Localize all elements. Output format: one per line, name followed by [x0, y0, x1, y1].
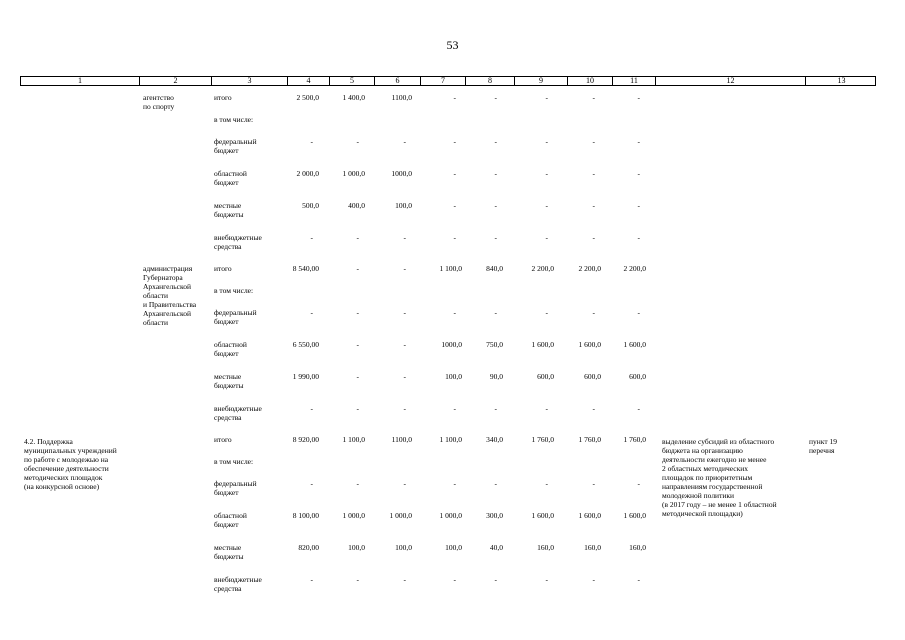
- value-col-6: -: [403, 575, 406, 584]
- value-col-7: -: [453, 233, 456, 242]
- value-col-7: -: [453, 308, 456, 317]
- value-col-8: -: [494, 575, 497, 584]
- value-col-8: -: [494, 404, 497, 413]
- value-col-6: 1100,0: [391, 93, 412, 102]
- value-col-5: 1 400,0: [342, 93, 365, 102]
- value-col-10: 2 200,0: [578, 264, 601, 273]
- value-col-4: 8 540,00: [292, 264, 319, 273]
- value-col-10: -: [592, 308, 595, 317]
- value-col-8: 750,0: [486, 340, 503, 349]
- column-header-6: 6: [375, 77, 421, 85]
- value-col-8: -: [494, 201, 497, 210]
- row-label: местные бюджеты: [214, 372, 244, 390]
- value-col-9: -: [545, 404, 548, 413]
- row-label: областной бюджет: [214, 169, 247, 187]
- value-col-5: -: [356, 137, 359, 146]
- column-header-12: 12: [656, 77, 806, 85]
- value-col-6: 1100,0: [391, 435, 412, 444]
- value-col-7: -: [453, 201, 456, 210]
- value-col-10: 1 760,0: [578, 435, 601, 444]
- value-col-10: -: [592, 201, 595, 210]
- value-col-8: -: [494, 93, 497, 102]
- value-col-9: 160,0: [537, 543, 554, 552]
- column-header-10: 10: [568, 77, 613, 85]
- value-col-4: 500,0: [302, 201, 319, 210]
- value-col-7: 100,0: [445, 543, 462, 552]
- value-col-11: -: [637, 233, 640, 242]
- column-header-13: 13: [837, 76, 846, 85]
- value-col-4: 6 550,00: [292, 340, 319, 349]
- value-col-4: -: [310, 308, 313, 317]
- value-col-4: -: [310, 404, 313, 413]
- value-col-7: -: [453, 137, 456, 146]
- row-label: областной бюджет: [214, 340, 247, 358]
- value-col-10: -: [592, 479, 595, 488]
- row-label: в том числе:: [214, 457, 254, 466]
- value-col-5: -: [356, 264, 359, 273]
- row-label: итого: [214, 435, 232, 444]
- column-header-2: 2: [140, 77, 212, 85]
- value-col-9: -: [545, 479, 548, 488]
- value-col-6: -: [403, 233, 406, 242]
- row-label: внебюджетные средства: [214, 233, 262, 251]
- value-col-8: -: [494, 308, 497, 317]
- value-col-6: -: [403, 479, 406, 488]
- value-col-10: -: [592, 169, 595, 178]
- column-header-11: 11: [613, 77, 656, 85]
- value-col-9: -: [545, 93, 548, 102]
- value-col-6: -: [403, 340, 406, 349]
- value-col-5: -: [356, 308, 359, 317]
- row-label: итого: [214, 264, 232, 273]
- column-header-1: 1: [21, 77, 140, 85]
- value-col-7: 1 100,0: [439, 264, 462, 273]
- value-col-4: 8 920,00: [292, 435, 319, 444]
- page-number: 53: [446, 38, 459, 52]
- executor-name: администрация Губернатора Архангельской области и Правительства Архангельской области: [143, 264, 197, 327]
- value-col-6: 1 000,0: [389, 511, 412, 520]
- value-col-9: 600,0: [537, 372, 554, 381]
- value-col-6: 1000,0: [391, 169, 412, 178]
- value-col-10: -: [592, 93, 595, 102]
- value-col-8: -: [494, 233, 497, 242]
- value-col-5: -: [356, 340, 359, 349]
- value-col-4: -: [310, 233, 313, 242]
- value-col-6: -: [403, 137, 406, 146]
- value-col-11: 600,0: [629, 372, 646, 381]
- value-col-10: -: [592, 137, 595, 146]
- value-col-10: 600,0: [584, 372, 601, 381]
- value-col-5: 1 100,0: [342, 435, 365, 444]
- item-description: 4.2. Поддержка муниципальных учреждений по работе с молодежью на обеспечение деятельности методических площадок (на конкурсной основе): [24, 437, 117, 491]
- value-col-11: -: [637, 404, 640, 413]
- value-col-9: -: [545, 201, 548, 210]
- value-col-11: 1 600,0: [623, 340, 646, 349]
- value-col-11: 2 200,0: [623, 264, 646, 273]
- row-label: местные бюджеты: [214, 543, 244, 561]
- value-col-7: 1 000,0: [439, 511, 462, 520]
- value-col-10: -: [592, 233, 595, 242]
- column-header-9: 9: [515, 77, 568, 85]
- value-col-11: 1 600,0: [623, 511, 646, 520]
- value-col-11: -: [637, 169, 640, 178]
- value-col-5: -: [356, 372, 359, 381]
- value-col-4: 2 000,0: [296, 169, 319, 178]
- value-col-10: 1 600,0: [578, 340, 601, 349]
- value-col-7: -: [453, 169, 456, 178]
- value-col-11: -: [637, 201, 640, 210]
- value-col-8: -: [494, 169, 497, 178]
- value-col-9: 1 760,0: [531, 435, 554, 444]
- value-col-9: -: [545, 308, 548, 317]
- executor-name: агентство по спорту: [143, 93, 175, 111]
- column-header-8: 8: [466, 77, 515, 85]
- value-col-8: 340,0: [486, 435, 503, 444]
- value-col-7: 100,0: [445, 372, 462, 381]
- value-col-8: 90,0: [489, 372, 503, 381]
- value-col-4: 8 100,00: [292, 511, 319, 520]
- value-col-6: -: [403, 372, 406, 381]
- value-col-6: 100,0: [395, 201, 412, 210]
- value-col-8: 40,0: [489, 543, 503, 552]
- value-col-11: 160,0: [629, 543, 646, 552]
- value-col-9: 2 200,0: [531, 264, 554, 273]
- value-col-11: -: [637, 575, 640, 584]
- value-col-6: -: [403, 404, 406, 413]
- value-col-11: -: [637, 479, 640, 488]
- value-col-5: 100,0: [348, 543, 365, 552]
- row-label: местные бюджеты: [214, 201, 244, 219]
- value-col-4: 2 500,0: [296, 93, 319, 102]
- value-col-8: -: [494, 479, 497, 488]
- value-col-6: 100,0: [395, 543, 412, 552]
- value-col-5: -: [356, 479, 359, 488]
- row-label: федеральный бюджет: [214, 137, 257, 155]
- value-col-6: -: [403, 264, 406, 273]
- value-col-10: -: [592, 575, 595, 584]
- value-col-10: 160,0: [584, 543, 601, 552]
- value-col-4: 1 990,00: [292, 372, 319, 381]
- value-col-9: -: [545, 575, 548, 584]
- value-col-11: 1 760,0: [623, 435, 646, 444]
- value-col-10: 1 600,0: [578, 511, 601, 520]
- value-col-8: 300,0: [486, 511, 503, 520]
- value-col-7: 1000,0: [441, 340, 462, 349]
- value-col-7: -: [453, 575, 456, 584]
- row-label: федеральный бюджет: [214, 479, 257, 497]
- row-label: в том числе:: [214, 286, 254, 295]
- reference: пункт 19 перечня: [809, 437, 837, 455]
- value-col-9: 1 600,0: [531, 511, 554, 520]
- value-col-4: 820,00: [298, 543, 319, 552]
- value-col-9: -: [545, 233, 548, 242]
- value-col-11: -: [637, 137, 640, 146]
- value-col-5: -: [356, 233, 359, 242]
- value-col-9: -: [545, 137, 548, 146]
- row-label: областной бюджет: [214, 511, 247, 529]
- value-col-8: -: [494, 137, 497, 146]
- value-col-11: -: [637, 93, 640, 102]
- expected-result: выделение субсидий из областного бюджета на организацию деятельности ежегодно не менее 2 областных методических площадок по приоритетным направлениям государственной молодежной политики (в 2017 году – не менее 1 областной методической площадки): [662, 437, 777, 518]
- value-col-9: -: [545, 169, 548, 178]
- column-header-5: 5: [330, 77, 375, 85]
- value-col-7: -: [453, 404, 456, 413]
- value-col-7: -: [453, 93, 456, 102]
- value-col-7: -: [453, 479, 456, 488]
- row-label: внебюджетные средства: [214, 404, 262, 422]
- value-col-5: 400,0: [348, 201, 365, 210]
- column-header-7: 7: [421, 77, 466, 85]
- value-col-8: 840,0: [486, 264, 503, 273]
- value-col-7: 1 100,0: [439, 435, 462, 444]
- column-header-4: 4: [288, 77, 330, 85]
- row-label: внебюджетные средства: [214, 575, 262, 593]
- row-label: федеральный бюджет: [214, 308, 257, 326]
- value-col-4: -: [310, 575, 313, 584]
- row-label: итого: [214, 93, 232, 102]
- value-col-5: -: [356, 575, 359, 584]
- value-col-5: -: [356, 404, 359, 413]
- value-col-9: 1 600,0: [531, 340, 554, 349]
- value-col-5: 1 000,0: [342, 169, 365, 178]
- value-col-5: 1 000,0: [342, 511, 365, 520]
- table-header-row: [20, 76, 876, 86]
- value-col-11: -: [637, 308, 640, 317]
- row-label: в том числе:: [214, 115, 254, 124]
- value-col-6: -: [403, 308, 406, 317]
- value-col-10: -: [592, 404, 595, 413]
- column-header-3: 3: [212, 77, 288, 85]
- value-col-4: -: [310, 137, 313, 146]
- value-col-4: -: [310, 479, 313, 488]
